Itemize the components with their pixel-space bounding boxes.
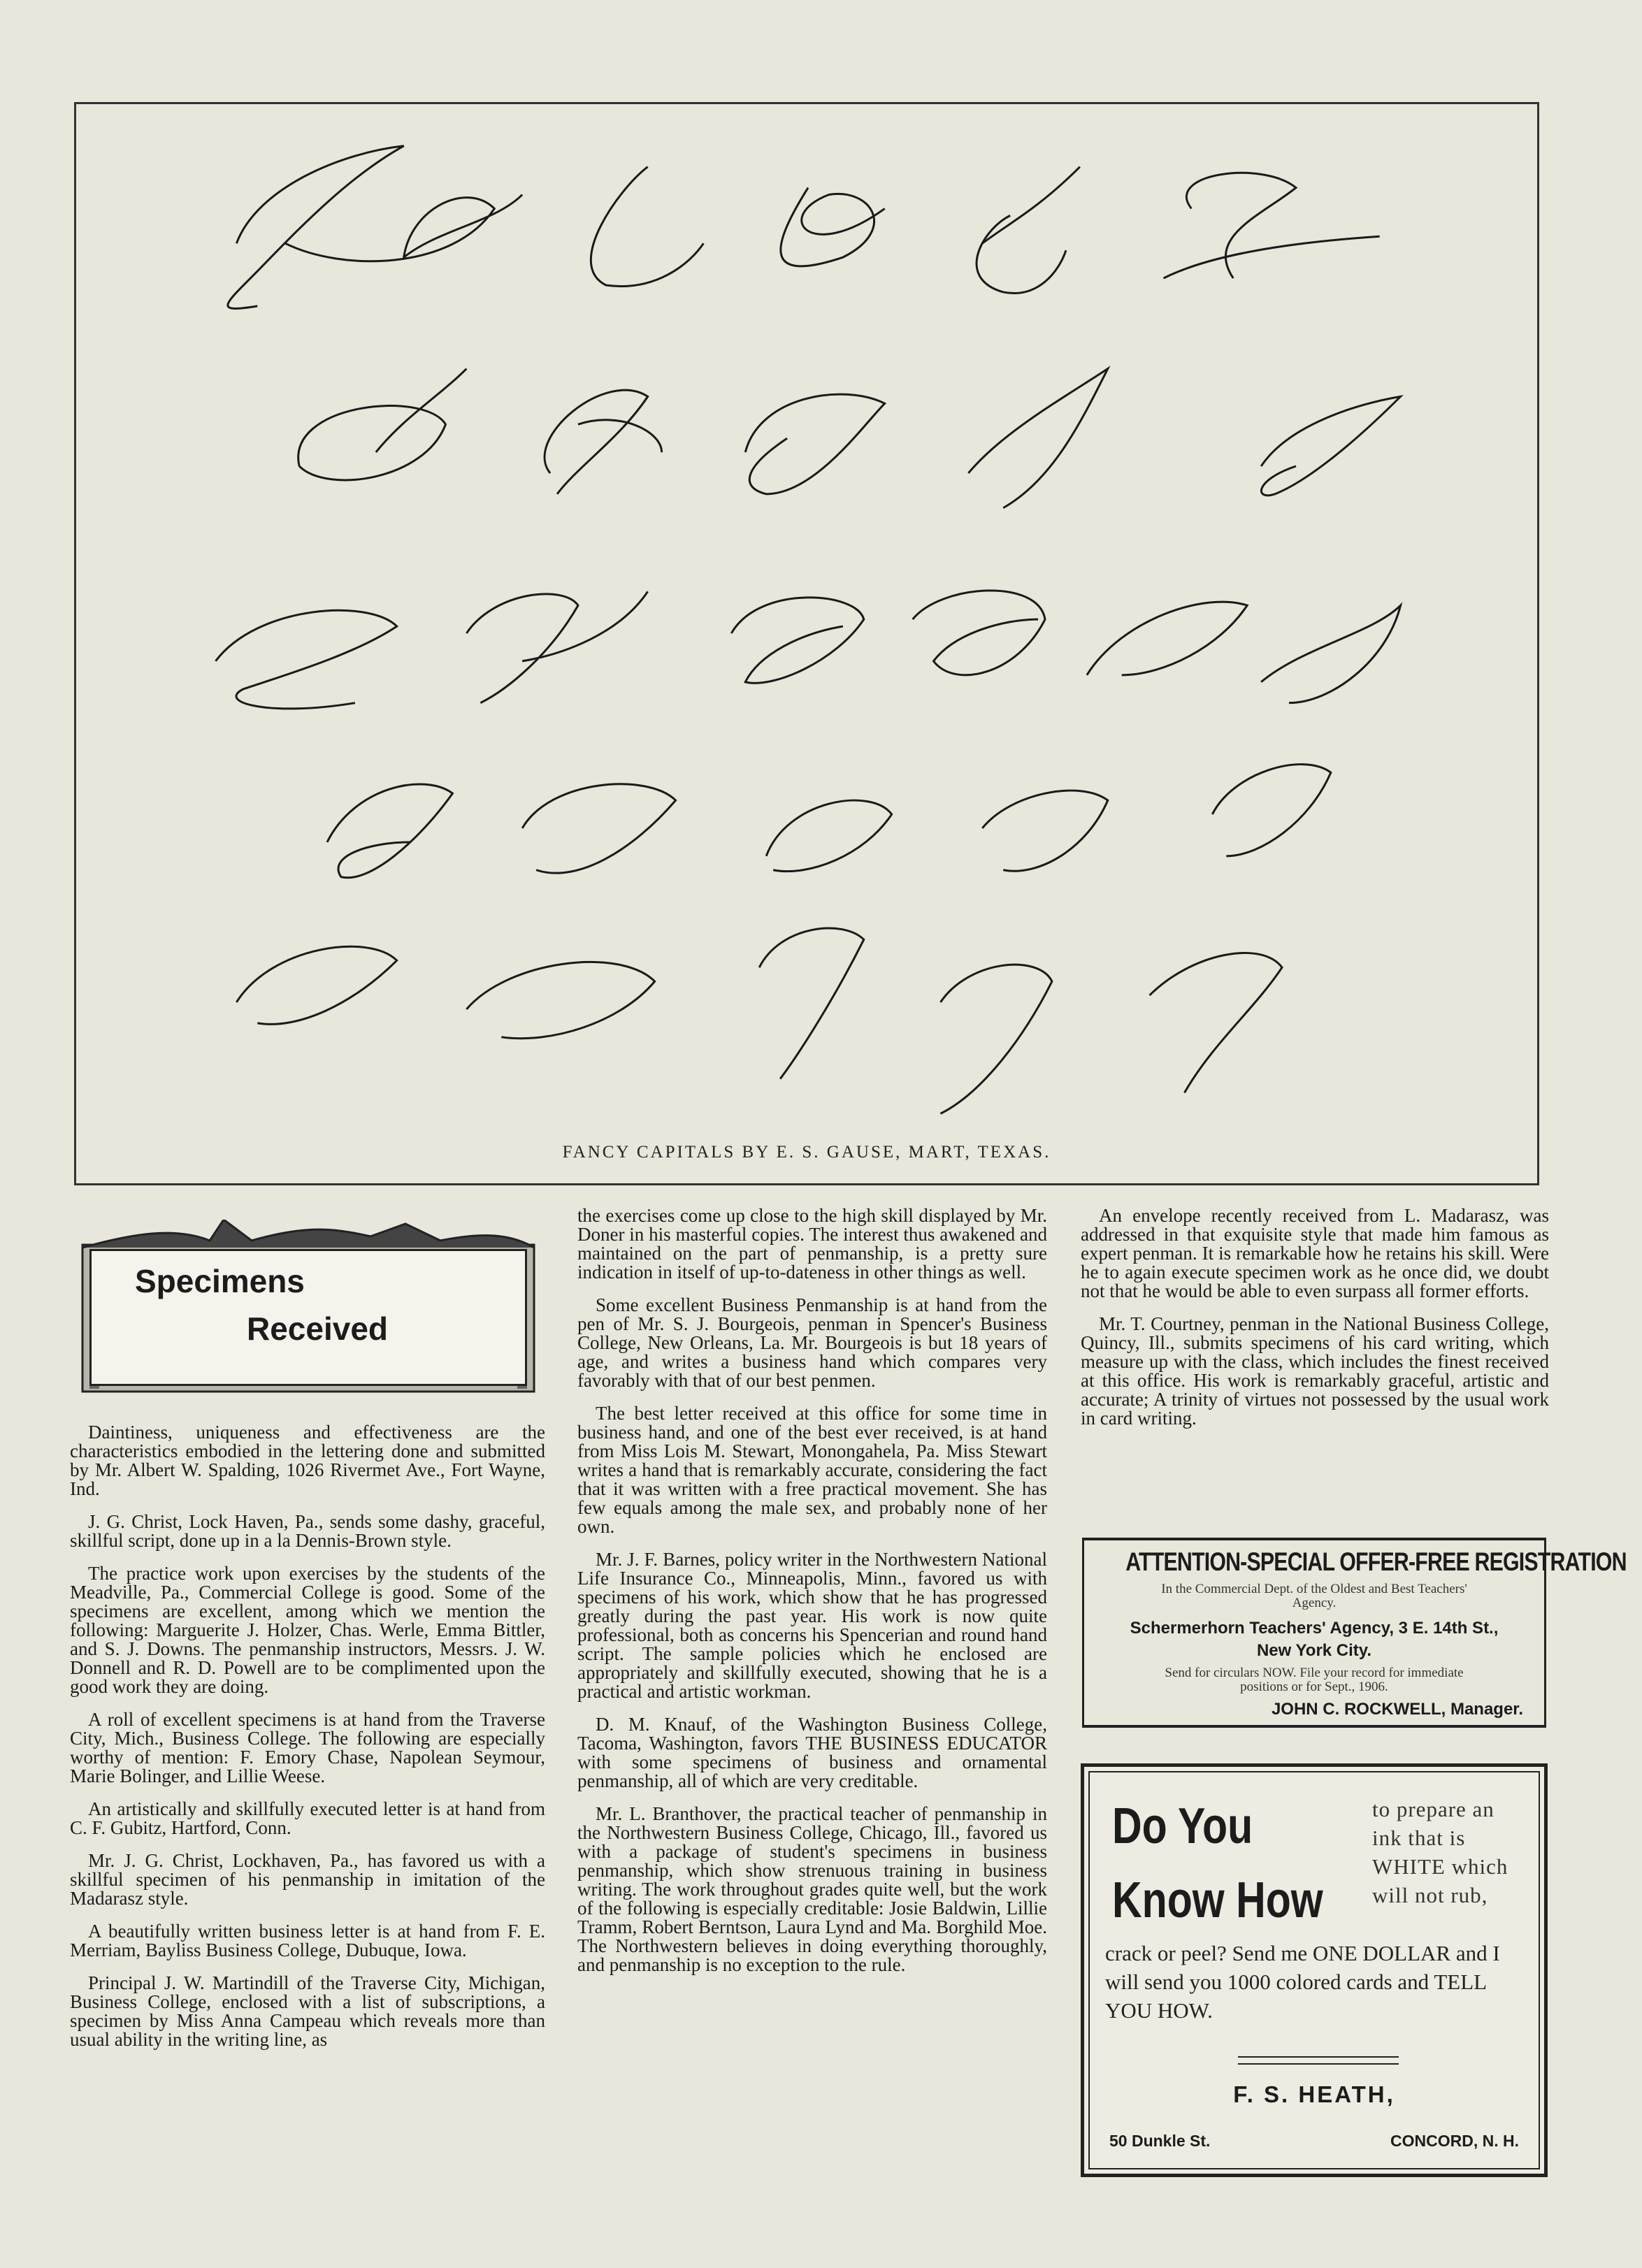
- paragraph: Mr. J. G. Christ, Lockhaven, Pa., has favored us with a skillful specimen of his penmanship in imitation of the Madarasz style.: [70, 1850, 545, 1909]
- paragraph: Daintiness, uniqueness and effectiveness are the characteristics embodied in the lettering done and submitted by Mr. Albert W. Spalding, 1026 Rivermet Ave., Fort Wayne, Ind.: [70, 1422, 545, 1499]
- plate-caption: FANCY CAPITALS BY E. S. GAUSE, MART, TEXAS.: [562, 1143, 1051, 1162]
- paragraph: J. G. Christ, Lock Haven, Pa., sends some dashy, graceful, skillful script, done up in a la Dennis-Brown style.: [70, 1511, 545, 1551]
- ad-name: F. S. HEATH,: [1233, 2081, 1395, 2107]
- paragraph: A roll of excellent specimens is at hand from the Traverse City, Mich., Business College. The following are especially worthy of mention: F. Emory Chase, Napolean Seymour, Marie Bolinger, and Lillie Weese.: [70, 1709, 545, 1786]
- ad-side-text: to prepare an ink that is WHITE which will not rub,: [1372, 1797, 1508, 1907]
- ad-headline: ATTENTION-SPECIAL OFFER-FREE REGISTRATION: [1125, 1547, 1627, 1576]
- specimens-title-line1: Specimens: [135, 1263, 305, 1299]
- teachers-agency-ad: [1082, 1538, 1627, 1728]
- paragraph: The practice work upon exercises by the students of the Meadville, Pa., Commercial College is good. Some of the specimens are excellent, among which we mention the following: Marguerite J. Holzer, Chas. Werle, Emma Bittler, and S. J. Downs. The penmanship instructors, Messrs. J. W. Donnell and R. D. Powell are to be complimented upon the good work they are doing.: [70, 1563, 545, 1697]
- specimens-received-header: [77, 1220, 540, 1397]
- column-middle: [577, 1206, 1047, 1988]
- ad-note: Send for circulars NOW. File your record for immediate positions or for Sept., 1906.: [1165, 1666, 1464, 1694]
- paragraph: the exercises come up close to the high skill displayed by Mr. Doner in his masterful copies. The interest thus awakened and maintained on the part of penmanship, is a pretty sure indication in itself of up-to-dateness in other things as well.: [577, 1205, 1047, 1283]
- ad-street: 50 Dunkle St.: [1109, 2132, 1211, 2150]
- agency-name: Schermerhorn Teachers' Agency, 3 E. 14th St.,: [1130, 1619, 1499, 1638]
- paragraph: D. M. Knauf, of the Washington Business College, Tacoma, Washington, favors THE BUSINESS EDUCATOR with some specimens of business and ornamental penmanship, all of which are very creditable.: [577, 1714, 1047, 1791]
- penmanship-plate: [74, 102, 1539, 1185]
- ad-do-you: Do You: [1112, 1798, 1253, 1854]
- ad-know-how: Know How: [1112, 1872, 1323, 1928]
- agency-city: New York City.: [1256, 1641, 1372, 1660]
- specimens-title-line2: Received: [247, 1310, 389, 1347]
- paragraph: A beautifully written business letter is at hand from F. E. Merriam, Bayliss Business College, Dubuque, Iowa.: [70, 1921, 545, 1960]
- divider: [1238, 2056, 1399, 2065]
- column-right: [1081, 1206, 1549, 1442]
- agency-manager: JOHN C. ROCKWELL, Manager.: [1271, 1700, 1523, 1719]
- paragraph: An envelope recently received from L. Madarasz, was addressed in that exquisite style that made him famous as expert penman. It is remarkable how he retains his skill. Were he to again execute specimen work as he once did, we doubt not that he would be able to even surpass all former efforts.: [1081, 1205, 1549, 1301]
- ink-ad: [1081, 1763, 1548, 2177]
- paragraph: Principal J. W. Martindill of the Traverse City, Michigan, Business College, enclosed with a list of subscriptions, a specimen by Miss Anna Campeau which reveals more than usual ability in the writing line, as: [70, 1972, 545, 2050]
- paragraph: Mr. J. F. Barnes, policy writer in the Northwestern National Life Insurance Co., Minneapolis, Minn., favored us with specimens of his work, which show that he has progressed greatly during the past year. His work is now quite professional, both as concerns his Spencerian and round hand script. The sample policies which he enclosed are appropriately and skillfully executed, showing that he is a practical and artistic workman.: [577, 1549, 1047, 1702]
- paragraph: Mr. L. Branthover, the practical teacher of penmanship in the Northwestern Business College, Chicago, Ill., favored us with a package of student's specimens in business penmanship, which show strenuous training in business writing. The work throughout grades quite well, but the work of the following is especially creditable: Josie Baldwin, Lillie Tramm, Robert Berntson, Laura Lynd and Ma. Borghild Moe. The Northwestern believes in doing everything thoroughly, and penmanship is no exception to the rule.: [577, 1803, 1047, 1975]
- fancy-capitals-illustration: [76, 104, 1537, 1183]
- paragraph: Some excellent Business Penmanship is at hand from the pen of Mr. S. J. Bourgeois, penman in Spencer's Business College, New Orleans, La. Mr. Bourgeois is but 18 years of age, and writes a business hand which compares very favorably with that of our best penmen.: [577, 1294, 1047, 1391]
- paragraph: The best letter received at this office for some time in business hand, and one of the best ever received, is at hand from Miss Lois M. Stewart, Monongahela, Pa. Miss Stewart writes a hand that is remarkably accurate, considering the fact that it was written with a free practical movement. She has few equals among the male sex, and probably none of her own.: [577, 1403, 1047, 1537]
- paragraph: Mr. T. Courtney, penman in the National Business College, Quincy, Ill., submits specimens of his card writing, which measure up with the class, which includes the finest received at this office. His work is remarkably graceful, artistic and accurate; A trinity of virtues not possessed by the usual work in card writing.: [1081, 1313, 1549, 1429]
- paragraph: An artistically and skillfully executed letter is at hand from C. F. Gubitz, Hartford, Conn.: [70, 1798, 545, 1838]
- ad-subline: In the Commercial Dept. of the Oldest and Best Teachers' Agency.: [1161, 1582, 1467, 1610]
- ad-city: CONCORD, N. H.: [1390, 2132, 1519, 2150]
- ad-body: crack or peel? Send me ONE DOLLAR and I will send you 1000 colored cards and TELL YOU HOW.: [1105, 1941, 1500, 2023]
- column-left: [70, 1423, 545, 2063]
